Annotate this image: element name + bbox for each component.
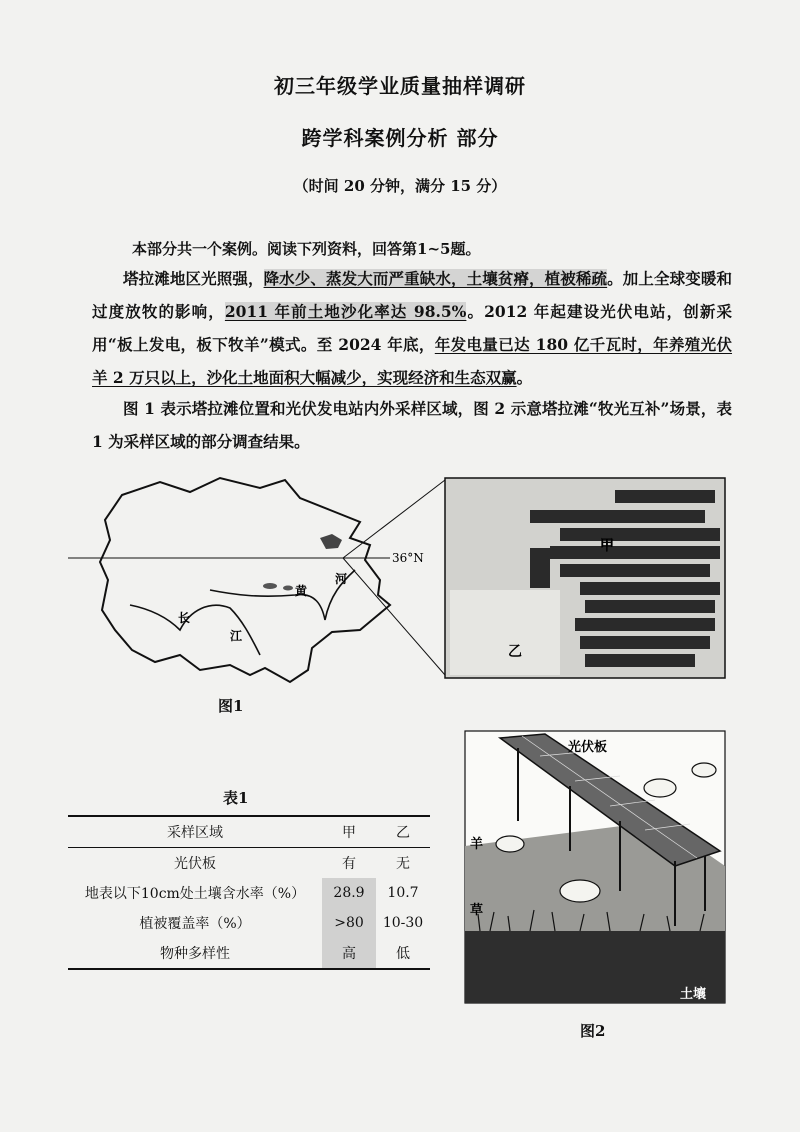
instructions: 本部分共一个案例。阅读下列资料，回答第1~5题。 bbox=[132, 240, 481, 258]
sample-label-yi: 乙 bbox=[508, 644, 522, 660]
label-grass: 草 bbox=[470, 903, 484, 918]
time-info: （时间 20 分钟，满分 15 分） bbox=[293, 177, 507, 195]
cell: 植被覆盖率（%） bbox=[139, 916, 251, 932]
river-label: 长 bbox=[178, 611, 191, 625]
sample-label-jia: 甲 bbox=[600, 538, 614, 554]
table-1-caption: 表1 bbox=[223, 789, 249, 807]
col-header: 乙 bbox=[376, 816, 430, 848]
river-label: 河 bbox=[335, 572, 348, 586]
cell: 地表以下10cm处土壤含水率（%） bbox=[84, 886, 306, 902]
latitude-label: 36°N bbox=[392, 551, 424, 565]
table-row bbox=[68, 848, 430, 879]
cell: 无 bbox=[396, 856, 410, 872]
page-title: 初三年级学业质量抽样调研 bbox=[274, 74, 526, 98]
cell: >80 bbox=[322, 908, 376, 938]
river-label: 江 bbox=[230, 629, 243, 643]
label-sheep: 羊 bbox=[470, 837, 484, 852]
text-segment: 。加上全球变暖和过度放牧的影响， bbox=[92, 269, 732, 321]
river-label: 黄 bbox=[295, 584, 308, 598]
cell: 10-30 bbox=[382, 915, 424, 931]
highlighted-text: 2011 年前土地沙化率达 98.5% bbox=[224, 302, 467, 321]
table-row bbox=[68, 878, 430, 908]
label-solar-panel: 光伏板 bbox=[568, 740, 608, 755]
lake-small bbox=[283, 586, 293, 591]
text-segment: 。2012 年起建设光伏电站，创新采用“板上发电，板下牧羊”模式。至 2024 年底， bbox=[92, 302, 732, 354]
cell: 10.7 bbox=[387, 885, 419, 901]
table-row bbox=[68, 908, 430, 938]
connector-line bbox=[343, 558, 445, 675]
figure-1-map bbox=[60, 470, 740, 690]
col-header: 甲 bbox=[322, 816, 376, 848]
yellow-river bbox=[210, 570, 355, 620]
underlined-text: 年发电量已达 180 亿千瓦时，年养殖光伏羊 2 万只以上，沙化土地面积大幅减少，实现经济和生态双赢 bbox=[92, 335, 733, 387]
label-soil: 土壤 bbox=[680, 987, 707, 1002]
material-paragraph-2: 图 1 表示塔拉滩位置和光伏发电站内外采样区域，图 2 示意塔拉滩“牧光互补”场景，表 1 为采样区域的部分调查结果。 bbox=[92, 399, 732, 451]
material-paragraph-1 bbox=[92, 262, 732, 394]
section-title: 跨学科案例分析 部分 bbox=[301, 126, 499, 150]
cell: 低 bbox=[396, 946, 410, 962]
lake-small bbox=[263, 583, 277, 589]
text-segment: 。 bbox=[516, 368, 533, 387]
col-header: 采样区域 bbox=[68, 816, 322, 848]
cell: 光伏板 bbox=[174, 856, 216, 872]
highlighted-text: 降水少、蒸发大而严重缺水，土壤贫瘠，植被稀疏 bbox=[263, 269, 608, 288]
cell: 28.9 bbox=[322, 878, 376, 908]
text-segment: 塔拉滩地区光照强， bbox=[123, 269, 264, 288]
figure-2-illustration bbox=[460, 726, 730, 1008]
bare-land bbox=[450, 590, 560, 675]
cell: 高 bbox=[322, 938, 376, 969]
connector-line bbox=[343, 480, 445, 558]
cell: 有 bbox=[342, 856, 356, 872]
survey-table bbox=[68, 815, 430, 970]
cell: 物种多样性 bbox=[160, 946, 230, 962]
table-row bbox=[68, 938, 430, 969]
lake bbox=[320, 534, 342, 549]
figure-1-caption: 图1 bbox=[218, 697, 244, 715]
figure-2-caption: 图2 bbox=[580, 1022, 606, 1040]
